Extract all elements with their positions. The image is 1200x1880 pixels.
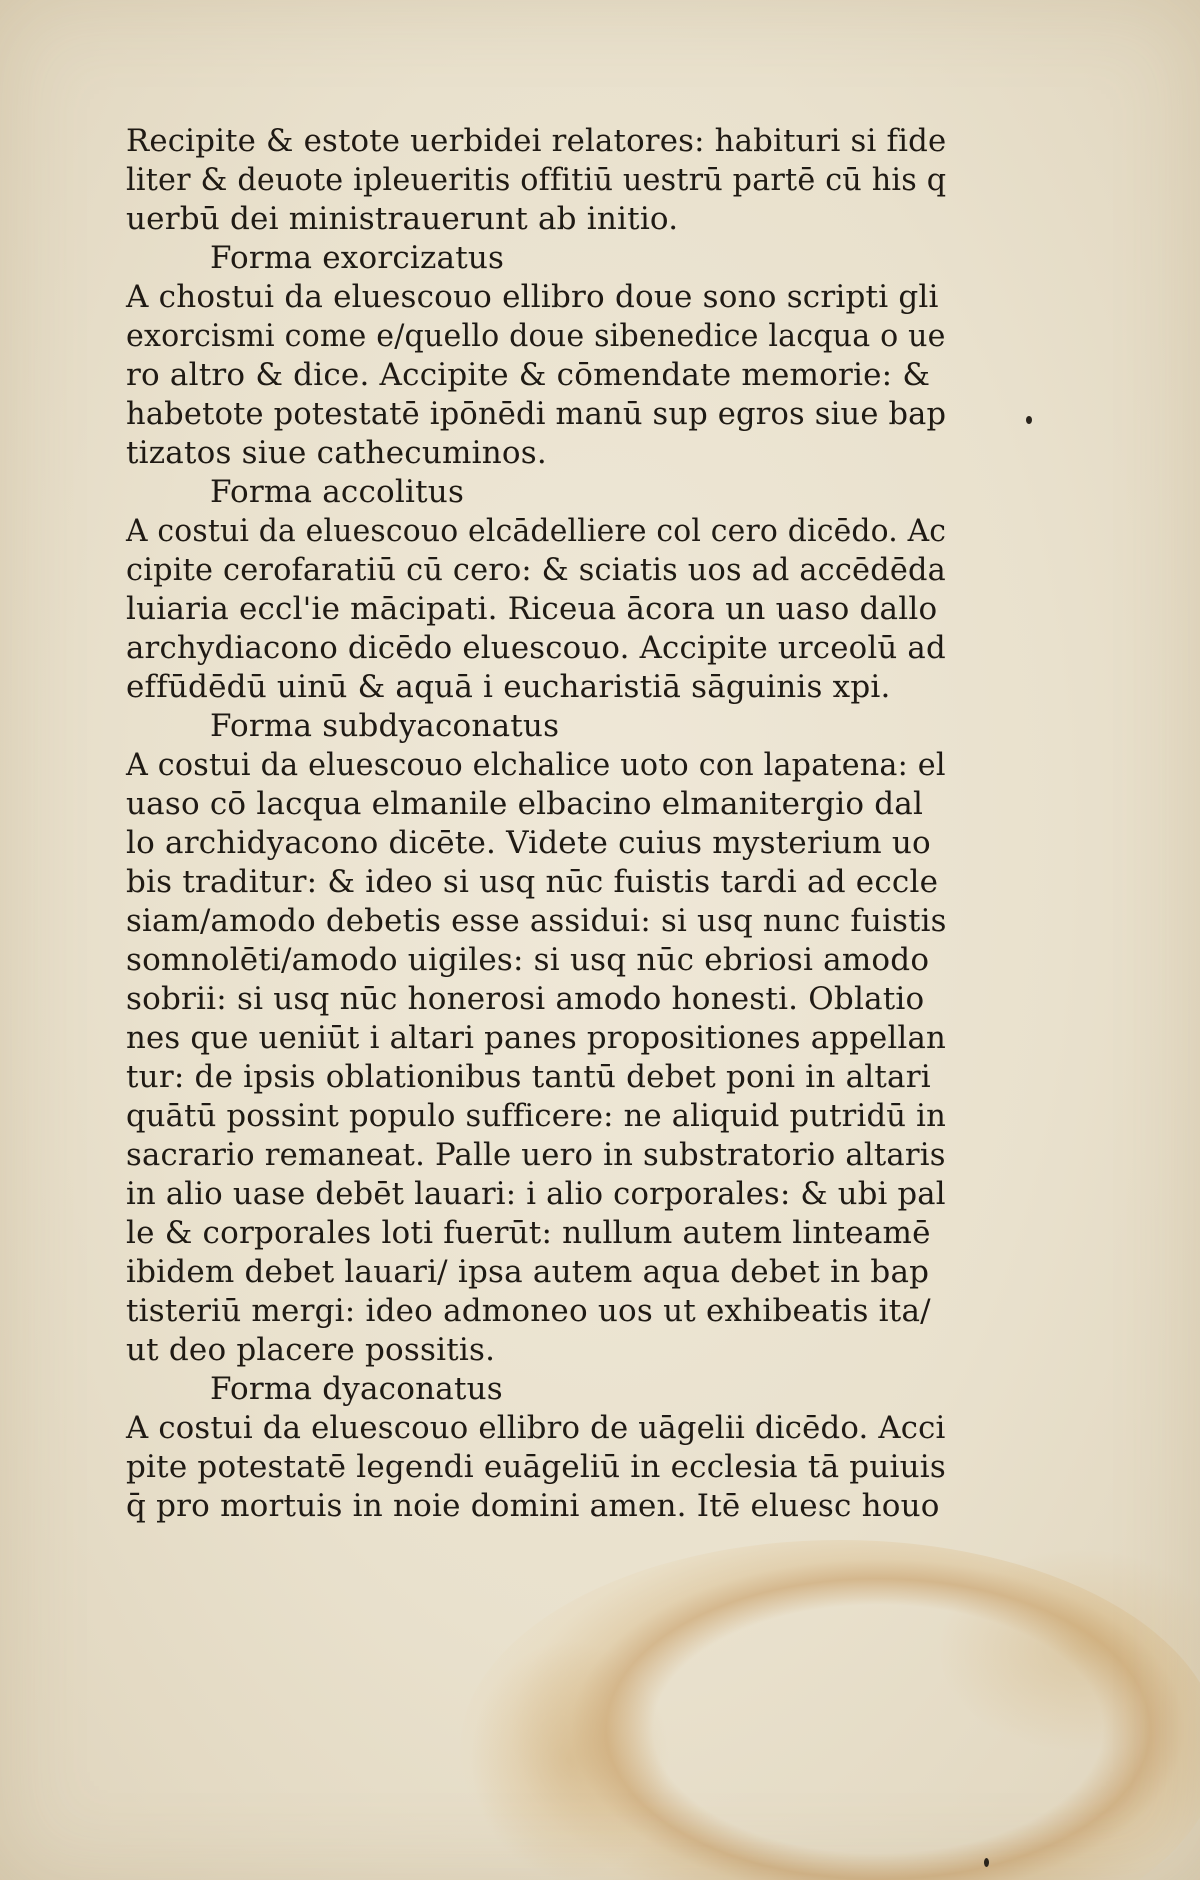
water-stain (460, 1540, 1200, 1880)
text-line: luiaria eccl'ie mācipati. Riceua ācora un uaso dallo (126, 591, 938, 627)
ink-speck (984, 1858, 989, 1867)
text-line: uaso cō lacqua elmanile elbacino elmanitergio dal (126, 786, 924, 822)
printed-text-block (126, 122, 946, 1526)
text-line: sacrario remaneat. Palle uero in substratorio altaris (126, 1137, 946, 1173)
text-line: le & corporales loti fuerūt: nullum autem linteamē (126, 1215, 931, 1251)
text-line: tur: de ipsis oblationibus tantū debet poni in altari (126, 1059, 931, 1095)
text-line: lo archidyacono dicēte. Videte cuius mysterium uo (126, 825, 931, 861)
text-line: ibidem debet lauari/ ipsa autem aqua debet in bap (126, 1254, 930, 1290)
text-line: sobrii: si usq nūc honerosi amodo honesti. Oblatio (126, 981, 925, 1017)
text-line: A costui da eluescouo elchalice uoto con lapatena: el (126, 747, 946, 783)
text-line: archydiacono dicēdo eluescouo. Accipite urceolū ad (126, 630, 946, 666)
text-line: A costui da eluescouo elcādelliere col cero dicēdo. Ac (126, 513, 947, 549)
section-heading: Forma accolitus (210, 474, 465, 510)
water-stain-left (470, 1640, 670, 1880)
text-line: Recipite & estote uerbidei relatores: habituri si fide (126, 123, 947, 159)
text-line: A costui da eluescouo ellibro de uāgelii dicēdo. Acci (126, 1410, 946, 1446)
text-line: quātū possint populo sufficere: ne aliquid putridū in (126, 1098, 946, 1134)
text-line: tizatos siue cathecuminos. (126, 435, 547, 471)
text-line: cipite cerofaratiū cū cero: & sciatis uos ad accēdēda (126, 552, 946, 588)
text-line: nes que ueniūt i altari panes propositiones appellan (126, 1020, 946, 1056)
text-line: uerbū dei ministrauerunt ab initio. (126, 201, 679, 237)
text-line: habetote potestatē ipōnēdi manū sup egros siue bap (126, 396, 947, 432)
text-line: liter & deuote ipleueritis offitiū uestrū partē cū his q (126, 162, 947, 198)
text-line: effūdēdū uinū & aquā i eucharistiā sāguinis xpi. (126, 669, 891, 705)
text-line: A chostui da eluescouo ellibro doue sono scripti gli (126, 279, 939, 315)
text-line: tisteriū mergi: ideo admoneo uos ut exhibeatis ita/ (126, 1293, 931, 1329)
text-line: q̄ pro mortuis in noie domini amen. Itē eluesc houo (126, 1488, 940, 1524)
text-line: ro altro & dice. Accipite & cōmendate memorie: & (126, 357, 931, 393)
text-line: exorcismi come e/quello doue sibenedice lacqua o ue (126, 318, 946, 354)
text-line: siam/amodo debetis esse assidui: si usq nunc fuistis (126, 903, 947, 939)
section-heading: Forma subdyaconatus (210, 708, 560, 744)
water-stain-right (940, 1550, 1200, 1750)
section-heading: Forma exorcizatus (210, 240, 505, 276)
text-line: in alio uase debēt lauari: i alio corporales: & ubi pal (126, 1176, 946, 1212)
section-heading: Forma dyaconatus (210, 1371, 503, 1407)
text-line: ut deo placere possitis. (126, 1332, 496, 1368)
text-line: pite potestatē legendi euāgeliū in ecclesia tā puiuis (126, 1449, 947, 1485)
ink-speck (1026, 416, 1032, 424)
text-line: bis traditur: & ideo si usq nūc fuistis tardi ad eccle (126, 864, 939, 900)
text-line: somnolēti/amodo uigiles: si usq nūc ebriosi amodo (126, 942, 930, 978)
